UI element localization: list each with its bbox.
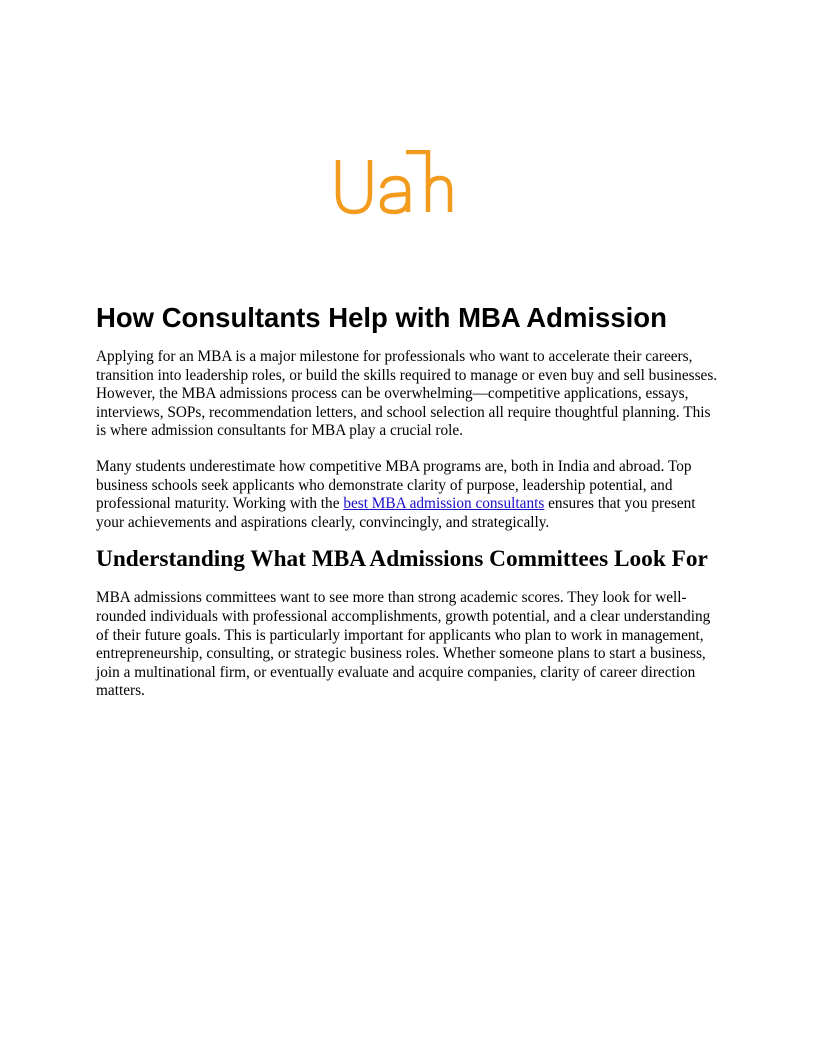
brand-logo xyxy=(334,150,454,216)
section-heading: Understanding What MBA Admissions Committees Look For xyxy=(96,546,708,573)
intro-paragraph: Applying for an MBA is a major milestone for professionals who want to accelerate their careers, transition into leadership roles, or build the skills required to manage or even buy and sell businesses. However, the MBA admissions process can be overwhelming—competitive applications, essays, interviews, SOPs, recommendation letters, and school selection all require thoughtful planning. This is where admission consultants for MBA play a crucial role. xyxy=(96,348,718,440)
competition-paragraph xyxy=(96,458,721,532)
best-mba-consultants-link[interactable]: best MBA admission consultants xyxy=(343,495,545,513)
page-title: How Consultants Help with MBA Admission xyxy=(96,302,667,333)
paragraph-text-after-link: ensures that you present your achievements and aspirations clearly, convincingly, and strategically. xyxy=(96,495,696,531)
section-paragraph: MBA admissions committees want to see more than strong academic scores. They look for well-rounded individuals with professional accomplishments, growth potential, and a clear understanding of their future goals. This is particularly important for applicants who plan to work in management, entrepreneurship, consulting, or strategic business roles. Whether someone plans to start a business, join a multinational firm, or eventually evaluate and acquire companies, clarity of career direction matters. xyxy=(96,589,711,700)
paragraph-text-before-link: Many students underestimate how competitive MBA programs are, both in India and abroad. Top business schools seek applicants who demonstrate clarity of purpose, leadership potential, and professional maturity. Working with the xyxy=(96,457,692,513)
article xyxy=(96,300,721,701)
uah-logo-icon xyxy=(334,150,454,216)
